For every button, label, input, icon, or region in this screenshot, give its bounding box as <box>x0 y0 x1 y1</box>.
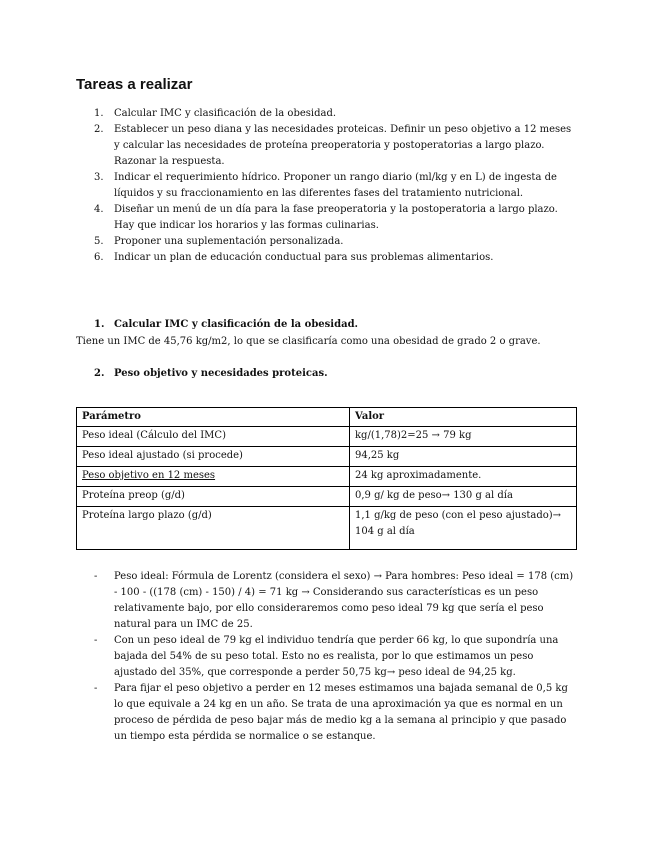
cell-value: 24 kg aproximadamente. <box>350 467 577 487</box>
imc-result: Tiene un IMC de 45,76 kg/m2, lo que se clasificaría como una obesidad de grado 2 o grave. <box>76 336 541 347</box>
task-text: Establecer un peso diana y las necesidades proteicas. Definir un peso objetivo a 12 meses y calcular las necesidades de proteína preoperatoria y postoperatorias a largo plazo. Razonar la respuesta. <box>114 124 572 167</box>
task-number: 5. <box>94 236 104 247</box>
note-item <box>76 569 576 633</box>
task-text: Diseñar un menú de un día para la fase preoperatoria y la postoperatoria a largo plazo. Hay que indicar los horarios y las formas culinarias. <box>114 204 558 231</box>
note-text: Peso ideal: Fórmula de Lorentz (considera el sexo) → Para hombres: Peso ideal = 178 (cm) - 100 - ((178 (cm) - 150) / 4) = 71 kg → Considerando sus características es un peso relativamente bajo, por ello consideraremos como peso ideal 79 kg que sería el peso natural para un IMC de 25. <box>114 571 574 630</box>
task-number: 4. <box>94 204 104 215</box>
table-row <box>77 507 577 550</box>
bullet-dash: - <box>94 683 98 694</box>
notes-list <box>76 569 576 745</box>
section-1-title: Calcular IMC y clasificación de la obesidad. <box>114 319 359 330</box>
table-row <box>77 447 577 467</box>
section-2-number: 2. <box>94 368 105 379</box>
task-number: 2. <box>94 124 104 135</box>
cell-value: kg/(1,78)2=25 → 79 kg <box>350 427 577 447</box>
task-number: 1. <box>94 108 104 119</box>
task-item <box>76 106 576 122</box>
cell-parameter <box>77 467 350 487</box>
cell-parameter: Proteína preop (g/d) <box>77 487 350 507</box>
underlined-parameter: Peso objetivo en 12 meses <box>82 470 216 481</box>
task-item <box>76 202 576 234</box>
task-text: Calcular IMC y clasificación de la obesidad. <box>114 108 337 119</box>
task-number: 3. <box>94 172 104 183</box>
table-row <box>77 467 577 487</box>
cell-value: 0,9 g/ kg de peso→ 130 g al día <box>350 487 577 507</box>
header-valor: Valor <box>350 408 577 427</box>
task-item <box>76 250 576 266</box>
table-row <box>77 487 577 507</box>
note-text: Con un peso ideal de 79 kg el individuo tendría que perder 66 kg, lo que supondría una bajada del 54% de su peso total. Esto no es realista, por lo que estimamos un peso ajustado del 35%, que corresponde a perder 50,75 kg→ peso ideal de 94,25 kg. <box>114 635 559 678</box>
task-number: 6. <box>94 252 104 263</box>
cell-parameter: Peso ideal ajustado (si procede) <box>77 447 350 467</box>
cell-value: 94,25 kg <box>350 447 577 467</box>
bullet-dash: - <box>94 635 98 646</box>
task-item <box>76 170 576 202</box>
task-text: Indicar un plan de educación conductual para sus problemas alimentarios. <box>114 252 494 263</box>
page-title: Tareas a realizar <box>76 76 193 93</box>
task-item <box>76 234 576 250</box>
task-text: Proponer una suplementación personalizada. <box>114 236 344 247</box>
bullet-dash: - <box>94 571 98 582</box>
parameters-table <box>76 407 577 550</box>
note-text: Para fijar el peso objetivo a perder en 12 meses estimamos una bajada semanal de 0,5 kg lo que equivale a 24 kg en un año. Se trata de una aproximación ya que es normal en un proceso de pérdida de peso bajar más de medio kg a la semana al principio y que pasado un tiempo esta pérdida se normalice o se estanque. <box>114 683 568 742</box>
table-header-row <box>77 408 577 427</box>
task-list <box>76 106 576 266</box>
section-1-number: 1. <box>94 319 105 330</box>
section-2-title: Peso objetivo y necesidades proteicas. <box>114 368 328 379</box>
task-item <box>76 122 576 170</box>
table-row <box>77 427 577 447</box>
cell-value: 1,1 g/kg de peso (con el peso ajustado)→ 104 g al día <box>350 507 577 550</box>
note-item <box>76 681 576 745</box>
cell-parameter: Peso ideal (Cálculo del IMC) <box>77 427 350 447</box>
note-item <box>76 633 576 681</box>
header-parametro: Parámetro <box>77 408 350 427</box>
cell-parameter: Proteína largo plazo (g/d) <box>77 507 350 550</box>
task-text: Indicar el requerimiento hídrico. Proponer un rango diario (ml/kg y en L) de ingesta de líquidos y su fraccionamiento en las diferentes fases del tratamiento nutricional. <box>114 172 557 199</box>
